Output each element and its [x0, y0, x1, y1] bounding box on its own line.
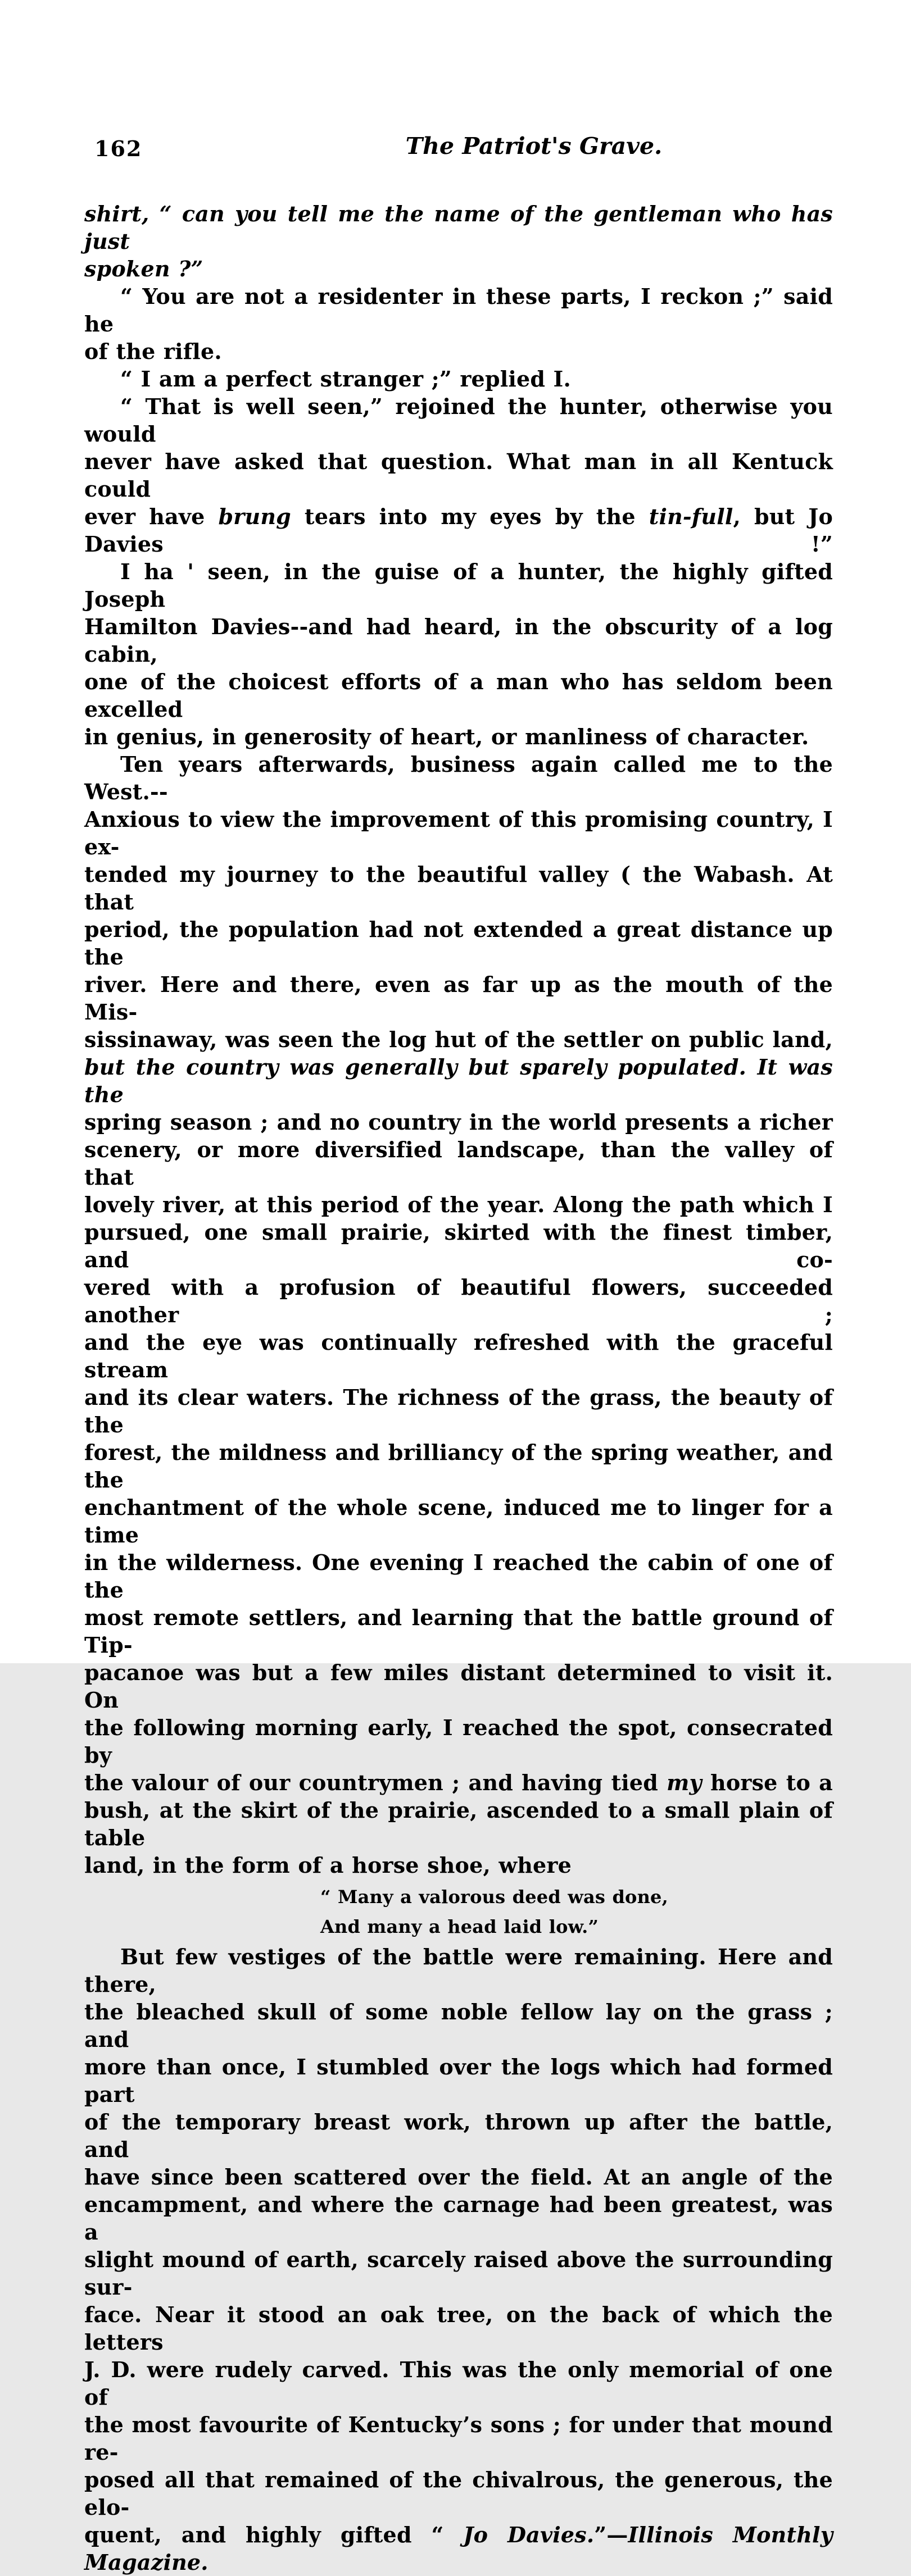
text-line: of the rifle. [84, 339, 222, 364]
text-line: most remote settlers, and learning that the battle ground of Tip- [84, 1605, 833, 1658]
text-line: river. Here and there, even as far up as the mouth of the Mis- [84, 972, 833, 1025]
page-number: 162 [94, 136, 143, 161]
text-line: and its clear waters. The richness of the grass, the beauty of the [84, 1385, 833, 1437]
text-line: the valour of our countrymen ; and having tied my horse to a [84, 1770, 833, 1795]
page-header [84, 133, 833, 164]
text-line: bush, at the skirt of the prairie, ascended to a small plain of table [84, 1797, 833, 1850]
paragraph-block-2 [84, 1943, 833, 2576]
text-line: face. Near it stood an oak tree, on the back of which the letters [84, 2302, 833, 2355]
text-line: Ten years afterwards, business again called me to the West.-- [84, 752, 833, 804]
text-line: “ You are not a residenter in these parts, I reckon ;” said he [84, 284, 833, 336]
text-line: Hamilton Davies--and had heard, in the obscurity of a log cabin, [84, 614, 833, 667]
text-line: J. D. were rudely carved. This was the only memorial of one of [84, 2357, 833, 2410]
text-line: and the eye was continually refreshed with the graceful stream [84, 1330, 833, 1382]
verse-line: And many a head laid low.” [320, 1916, 599, 1937]
text-line: “ That is well seen,” rejoined the hunter, otherwise you would [84, 394, 833, 447]
text-line: shirt, “ can you tell me the name of the gentleman who has just [84, 201, 833, 254]
text-line: of the temporary breast work, thrown up after the battle, and [84, 2109, 833, 2162]
text-line: have since been scattered over the field. At an angle of the [84, 2164, 833, 2190]
text-line: But few vestiges of the battle were remaining. Here and there, [84, 1944, 833, 1997]
text-line: ever have brung tears into my eyes by the tin-full, but Jo Davies !” [84, 504, 833, 557]
running-title: The Patriot's Grave. [405, 133, 663, 160]
text-line: the bleached skull of some noble fellow lay on the grass ; and [84, 1999, 833, 2052]
text-line: land, in the form of a horse shoe, where [84, 1853, 572, 1878]
page-body [84, 200, 833, 2576]
text-line: spring season ; and no country in the world presents a richer [84, 1109, 833, 1135]
text-line: tended my journey to the beautiful valley ( the Wabash. At that [84, 862, 833, 914]
text-line: the following morning early, I reached the spot, consecrated by [84, 1715, 833, 1768]
verse-quote [320, 1882, 833, 1942]
text-line: sissinaway, was seen the log hut of the settler on public land, [84, 1027, 833, 1052]
text-line: “ I am a perfect stranger ;” replied I. [120, 366, 571, 392]
text-line: in the wilderness. One evening I reached the cabin of one of the [84, 1550, 833, 1603]
text-line: slight mound of earth, scarcely raised above the surrounding sur- [84, 2247, 833, 2300]
text-line: spoken ?” [84, 256, 203, 281]
text-line: Anxious to view the improvement of this promising country, I ex- [84, 807, 833, 859]
text-line: enchantment of the whole scene, induced me to linger for a time [84, 1495, 833, 1548]
text-line: vered with a profusion of beautiful flowers, succeeded another ; [84, 1275, 833, 1327]
text-line: never have asked that question. What man in all Kentuck could [84, 449, 833, 502]
text-line: quent, and highly gifted “ Jo Davies.”—Illinois Monthly Magazine. [84, 2522, 833, 2575]
text-line: but the country was generally but sparely populated. It was the [84, 1054, 833, 1107]
text-line: forest, the mildness and brilliancy of the spring weather, and the [84, 1440, 833, 1492]
text-line: posed all that remained of the chivalrous, the generous, the elo- [84, 2467, 833, 2520]
text-line: lovely river, at this period of the year. Along the path which I [84, 1192, 833, 1217]
text-line: in genius, in generosity of heart, or manliness of character. [84, 724, 809, 749]
paragraph-block-1 [84, 200, 833, 1879]
text-line: the most favourite of Kentucky’s sons ; for under that mound re- [84, 2412, 833, 2465]
text-line: I ha ' seen, in the guise of a hunter, the highly gifted Joseph [84, 559, 833, 612]
text-line: scenery, or more diversified landscape, than the valley of that [84, 1137, 833, 1190]
verse-line: “ Many a valorous deed was done, [320, 1886, 668, 1908]
text-column [84, 0, 833, 2576]
text-line: one of the choicest efforts of a man who has seldom been excelled [84, 669, 833, 722]
text-line: encampment, and where the carnage had been greatest, was a [84, 2192, 833, 2245]
text-line: pursued, one small prairie, skirted with the finest timber, and co- [84, 1219, 833, 1272]
text-line: pacanoe was but a few miles distant determined to visit it. On [84, 1660, 833, 1713]
text-line: more than once, I stumbled over the logs which had formed part [84, 2054, 833, 2107]
text-line: period, the population had not extended a great distance up the [84, 917, 833, 970]
